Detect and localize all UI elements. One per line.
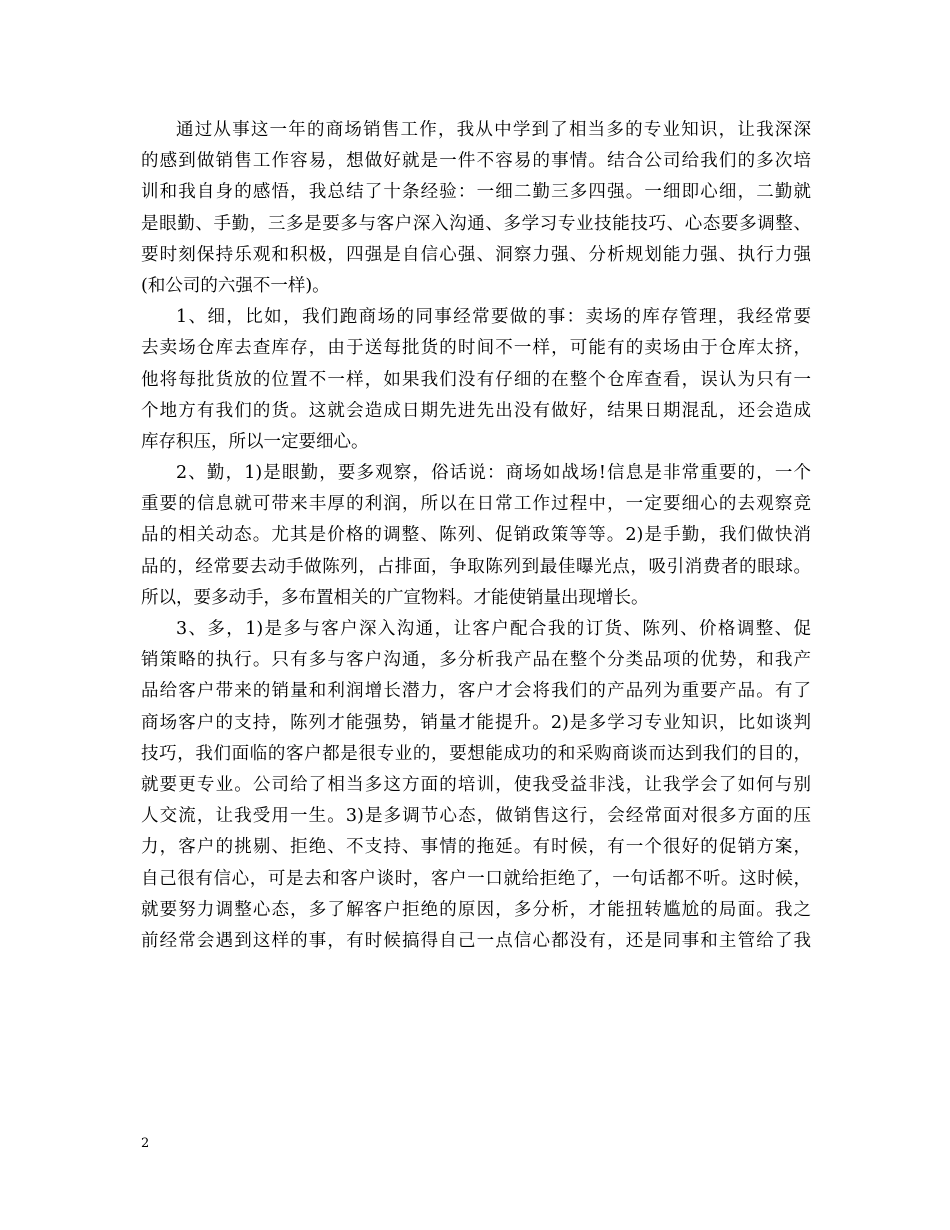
paragraph-1-line-1: 通过从事这一年的商场销售工作，我从中学到了相当多的专业知识，让我深深: [176, 120, 811, 140]
page-number: 2: [141, 1136, 150, 1151]
paragraph-4-line-3: 品给客户带来的销量和利润增长潜力，客户才会将我们的产品列为重要产品。有了: [141, 681, 811, 702]
paragraph-4-line-7: 人交流，让我受用一生。3)是多调节心态，做销售这行，会经常面对很多方面的压: [141, 806, 811, 827]
paragraph-2-line-4: 个地方有我们的货。这就会造成日期先进先出没有做好，结果日期混乱，还会造成: [141, 400, 811, 421]
paragraph-4-line-8: 力，客户的挑剔、拒绝、不支持、事情的拖延。有时候，有一个很好的促销方案，: [141, 837, 811, 858]
paragraph-3-line-5: 所以，要多动手，多布置相关的广宣物料。才能使销量出现增长。: [141, 587, 649, 608]
paragraph-4-line-1: 3、多，1)是多与客户深入沟通，让客户配合我的订货、陈列、价格调整、促: [176, 619, 811, 639]
paragraph-4-line-10: 就要努力调整心态，多了解客户拒绝的原因，多分析，才能扭转尴尬的局面。我之: [141, 899, 811, 920]
paragraph-1-line-4: 是眼勤、手勤，三多是要多与客户深入沟通、多学习专业技能技巧、心态要多调整、: [141, 213, 811, 234]
paragraph-1-line-2: 的感到做销售工作容易，想做好就是一件不容易的事情。结合公司给我们的多次培: [141, 151, 811, 172]
paragraph-3-line-1: 2、勤，1)是眼勤，要多观察，俗话说：商场如战场!信息是非常重要的，一个: [176, 463, 811, 484]
paragraph-4-line-4: 商场客户的支持，陈列才能强势，销量才能提升。2)是多学习专业知识，比如谈判: [141, 712, 811, 733]
paragraph-2-line-2: 去卖场仓库去查库存，由于送每批货的时间不一样，可能有的卖场由于仓库太挤，: [141, 338, 811, 359]
paragraph-2-line-1: 1、细，比如，我们跑商场的同事经常要做的事：卖场的库存管理，我经常要: [176, 307, 811, 328]
paragraph-1-line-5: 要时刻保持乐观和积极，四强是自信心强、洞察力强、分析规划能力强、执行力强: [141, 244, 811, 265]
paragraph-4-line-5: 技巧，我们面临的客户都是很专业的，要想能成功的和采购商谈而达到我们的目的，: [141, 743, 811, 764]
paragraph-4-line-9: 自己很有信心，可是去和客户谈时，客户一口就给拒绝了，一句话都不听。这时候，: [141, 868, 811, 889]
paragraph-3-line-3: 品的相关动态。尤其是价格的调整、陈列、促销政策等等。2)是手勤，我们做快消: [141, 525, 811, 546]
paragraph-2-line-3: 他将每批货放的位置不一样，如果我们没有仔细的在整个仓库查看，误认为只有一: [141, 369, 811, 390]
paragraph-3-line-2: 重要的信息就可带来丰厚的利润，所以在日常工作过程中，一定要细心的去观察竞: [141, 494, 811, 515]
paragraph-1-line-6: (和公司的六强不一样)。: [141, 275, 330, 296]
paragraph-3-line-4: 品的，经常要去动手做陈列，占排面，争取陈列到最佳曝光点，吸引消费者的眼球。: [141, 556, 811, 577]
document-body: [141, 115, 811, 957]
paragraph-4-line-11: 前经常会遇到这样的事，有时候搞得自己一点信心都没有，还是同事和主管给了我: [141, 930, 811, 951]
paragraph-1-line-3: 训和我自身的感悟，我总结了十条经验：一细二勤三多四强。一细即心细，二勤就: [141, 182, 811, 203]
paragraph-2-line-5: 库存积压，所以一定要细心。: [141, 431, 369, 452]
paragraph-4-line-6: 就要更专业。公司给了相当多这方面的培训，使我受益非浅，让我学会了如何与别: [141, 774, 811, 795]
paragraph-4-line-2: 销策略的执行。只有多与客户沟通，多分析我产品在整个分类品项的优势，和我产: [141, 650, 811, 671]
